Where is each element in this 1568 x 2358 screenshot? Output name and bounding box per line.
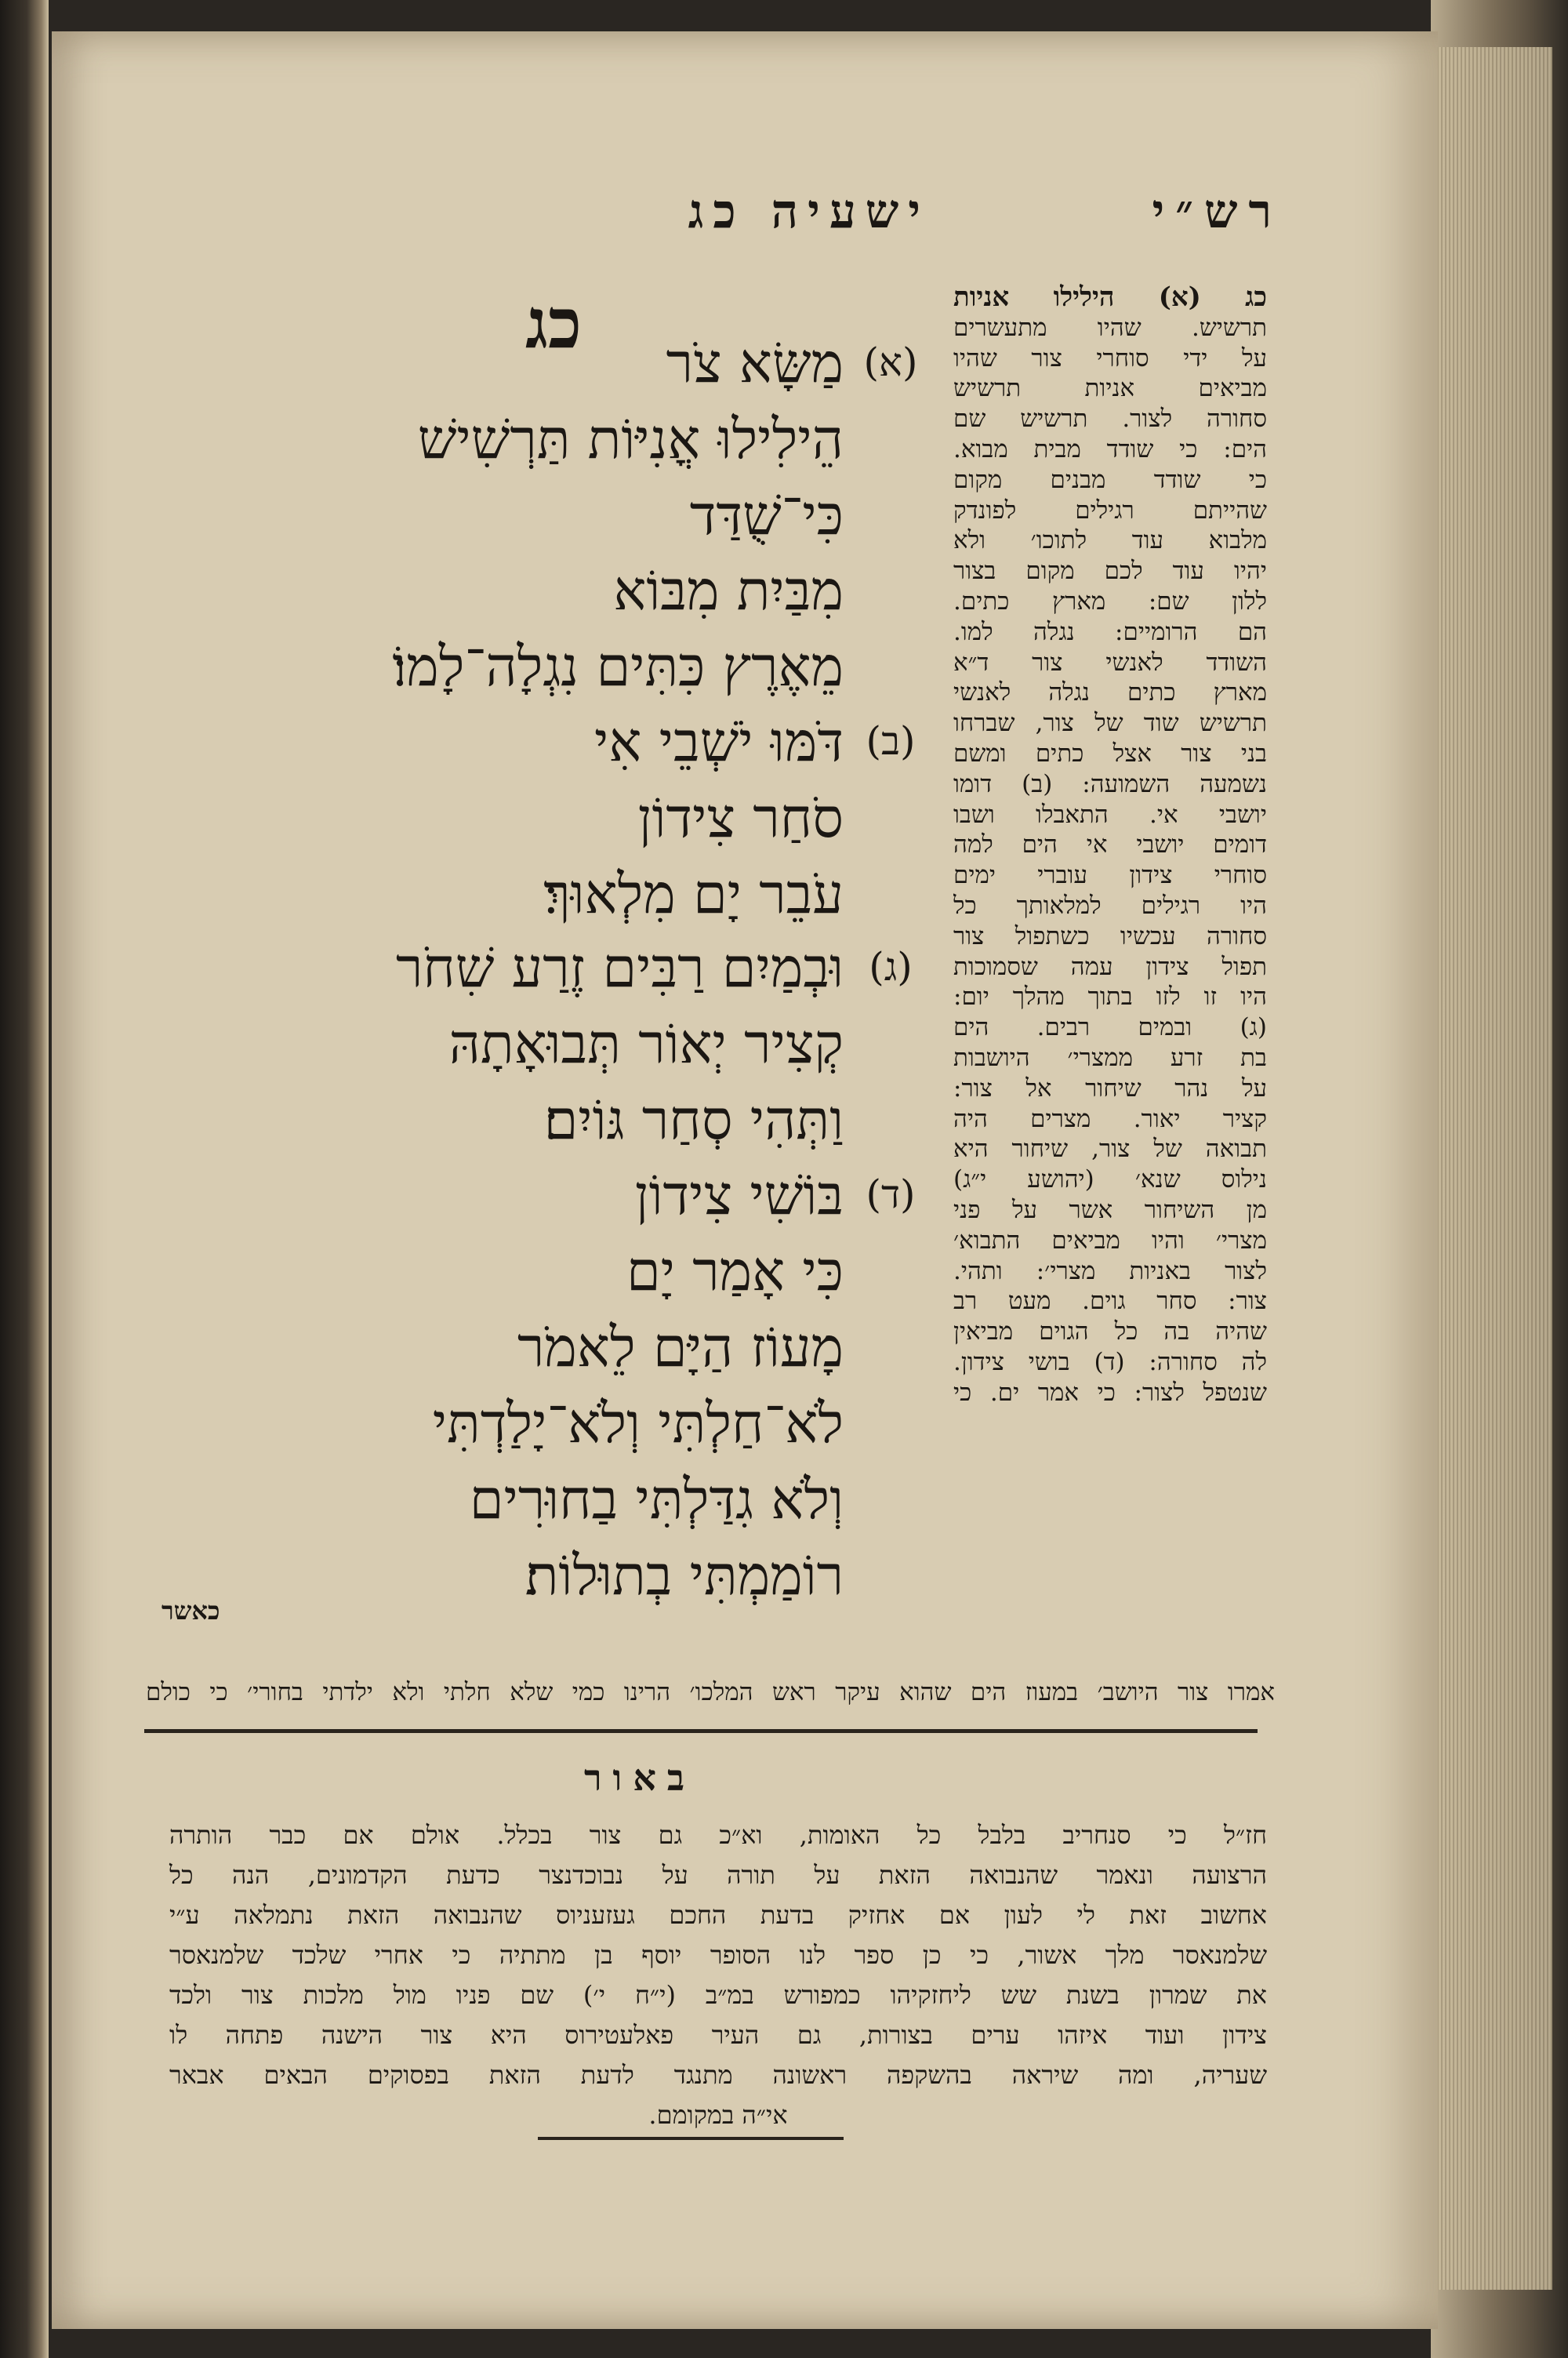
rashi-line: היו רגילים למלאותך כל [953,891,1267,920]
verse-line: מָעוֹז הַיָּם לֵאמֹר [517,1315,844,1379]
book-page [52,31,1438,2329]
verse-line: כִּי־שֻׁדַּד [689,483,844,547]
rashi-line: מצרי׳ והיו מביאים התבוא׳ [953,1226,1267,1255]
rashi-line: שהייתם רגילים לפונדק [953,496,1267,525]
rashi-line: בני צור אצל כתים ומשם [953,739,1267,768]
rashi-line: מן השיחור אשר על פני [953,1195,1267,1224]
biur-line: שעריה, ומה שיראה בהשקפה ראשונה מתנגד לדעת הזאת בפסוקים הבאים אבאר [169,2060,1267,2090]
rashi-line: מביאים אניות תרשיש [953,374,1267,403]
biur-line: אחשוב זאת לי לעון אם אחזיק בדעת החכם געזעניוס שהנבואה הזאת נתמלאה ע״י [169,1900,1267,1930]
rashi-line: סוחרי צידון עוברי ימים [953,861,1267,890]
biur-line: צידון ועוד איזהו ערים בצורות, גם העיר פאלעטירוס היא צור הישנה פתחה לו [169,2020,1267,2050]
rashi-commentary [953,282,1267,1631]
verse-number: (ג) [869,944,913,990]
biur-line: את שמרון בשנת שש ליחזקיהו כמפורש במ״ב (י״ח י׳) שם פניו מול מלכות צור ולכד [169,1980,1267,2010]
section-divider [144,1729,1258,1733]
rashi-line: הים: כי שודד מבית מבוא. [953,434,1267,463]
biur-heading: באור [583,1757,696,1799]
rashi-line: סחורה לצור. תרשיש שם [953,405,1267,434]
catchword: כאשר [162,1596,220,1626]
verse-line: רוֹמַמְתִּי בְתוּלוֹת׃ [524,1543,844,1608]
running-head-book-chapter: ישעיה כג [688,184,930,239]
biur-line: אי״ה במקומם. [648,2100,788,2130]
verse-line: בּוֹשִׁי צִידוֹן [634,1163,844,1227]
verse-number: (ד) [866,1172,916,1217]
rashi-line: תרשיש. שהיו מתעשרים [953,313,1267,342]
rashi-line: הם הרומיים: נגלה למו. [953,617,1267,646]
rashi-line: שנטפל לצור: כי אמר ים. כי [953,1378,1267,1407]
verse-line: מִבַּיִת מִבּוֹא [613,558,844,623]
rashi-line: תרשיש שוד של צור, שברחו [953,709,1267,738]
rashi-line: יהיו עוד לכם מקום בצור [953,557,1267,586]
biur-line: חז״ל כי סנחריב בלבל כל האומות, וא״כ גם צור בכלל. אולם אם כבר הותרה [169,1820,1267,1850]
rashi-line: על ידי סוחרי צור שהיו [953,343,1267,372]
rashi-line: שהיה בה כל הגוים מביאין [953,1317,1267,1346]
page-stack-edges [1435,47,1552,2290]
rashi-line: ללון שם: מארץ כתים. [953,587,1267,616]
rashi-line: על נהר שיחור אל צור: [953,1074,1267,1103]
rashi-line: כי שודד מבנים מקום [953,465,1267,494]
rashi-line: קציר יאור. מצרים היה [953,1104,1267,1133]
verse-line: לֹא־חַלְתִּי וְלֹא־יָלַדְתִּי [432,1391,844,1455]
rashi-line: לה סחורה: (ד) בושי צידון. [953,1347,1267,1376]
rashi-line: סחורה עכשיו כשתפול צור [953,921,1267,950]
verse-line: וּבְמַיִם רַבִּים זֶרַע שִׁחֹר [396,936,844,1000]
verse-number: (א) [863,340,918,385]
biur-commentary [169,1815,1267,2135]
verse-number: (ב) [866,718,916,764]
closing-rule [538,2137,844,2140]
verse-line: מַשָּׂא צֹר [666,331,844,395]
rashi-line: כג (א) הילילו אניות [953,282,1267,313]
rashi-line: צור: סחר גוים. מעט רב [953,1287,1267,1316]
verse-line: קְצִיר יְאוֹר תְּבוּאָתָהּ [448,1012,844,1076]
verse-line: וְלֹא גִדַּלְתִּי בַחוּרִים [469,1467,844,1531]
verse-line: סֹחַר צִידוֹן [637,786,844,850]
rashi-line: יושבי אי. התאבלו ושבו [953,800,1267,829]
verse-line: כִּי אָמַר יָם [626,1239,844,1303]
rashi-line: (ג) ובמים רבים. הים [953,1013,1267,1042]
rashi-line: תפול צידון עמה שסמוכות [953,952,1267,981]
chapter-label: כג [524,282,583,364]
rashi-line: לצור באניות מצרי׳: ותהי. [953,1256,1267,1285]
biur-line: שלמנאסר מלך אשור, כי כן ספר לנו הסופר יוסף בן מתתיה כי אחרי שלכד שלמנאסר [169,1940,1267,1970]
rashi-line: דומים יושבי אי הים למה [953,830,1267,859]
rashi-line: נשמעה השמועה: (ב) דומו [953,769,1267,798]
rashi-line: תבואה של צור, שיחור היא [953,1135,1267,1164]
rashi-line: מארץ כתים נגלה לאנשי [953,678,1267,707]
running-head-rashi: רש״י [1152,184,1283,239]
rashi-full-width-line: אמרו צור היושב׳ במעוז הים שהוא עיקר ראש המלכו׳ הרינו כמי שלא חלתי ולא ילדתי בחורי׳ כי כולם [146,1678,1275,1706]
adjacent-page-edge [0,0,49,2358]
verse-line: וַתְּהִי סְחַר גּוֹיִם׃ [543,1088,844,1152]
rashi-line: נילוס שנא׳ (יהושע י״ג) [953,1165,1267,1194]
rashi-line: מלבוא עוד לתוכו׳ ולא [953,526,1267,555]
rashi-line: בת זרע ממצרי׳ היושבות [953,1043,1267,1072]
rashi-line: השודד לאנשי צור ד״א [953,648,1267,677]
verse-line: דֹּמּוּ יֹשְׁבֵי אִי [594,710,844,774]
verse-line: הֵילִילוּ אֳנִיּוֹת תַּרְשִׁישׁ [417,407,844,471]
biur-line: הרצועה ונאמר שהנבואה הזאת על תורה על נבוכדנצר כדעת הקדמונים, הנה כל [169,1860,1267,1890]
verse-line: מֵאֶרֶץ כִּתִּים נִגְלָה־לָמוֹ׃ [392,634,844,699]
verse-line: עֹבֵר יָם מִלְאוּךְ׃ [543,862,844,926]
rashi-line: היו זו לזו בתוך מהלך יום: [953,983,1267,1012]
